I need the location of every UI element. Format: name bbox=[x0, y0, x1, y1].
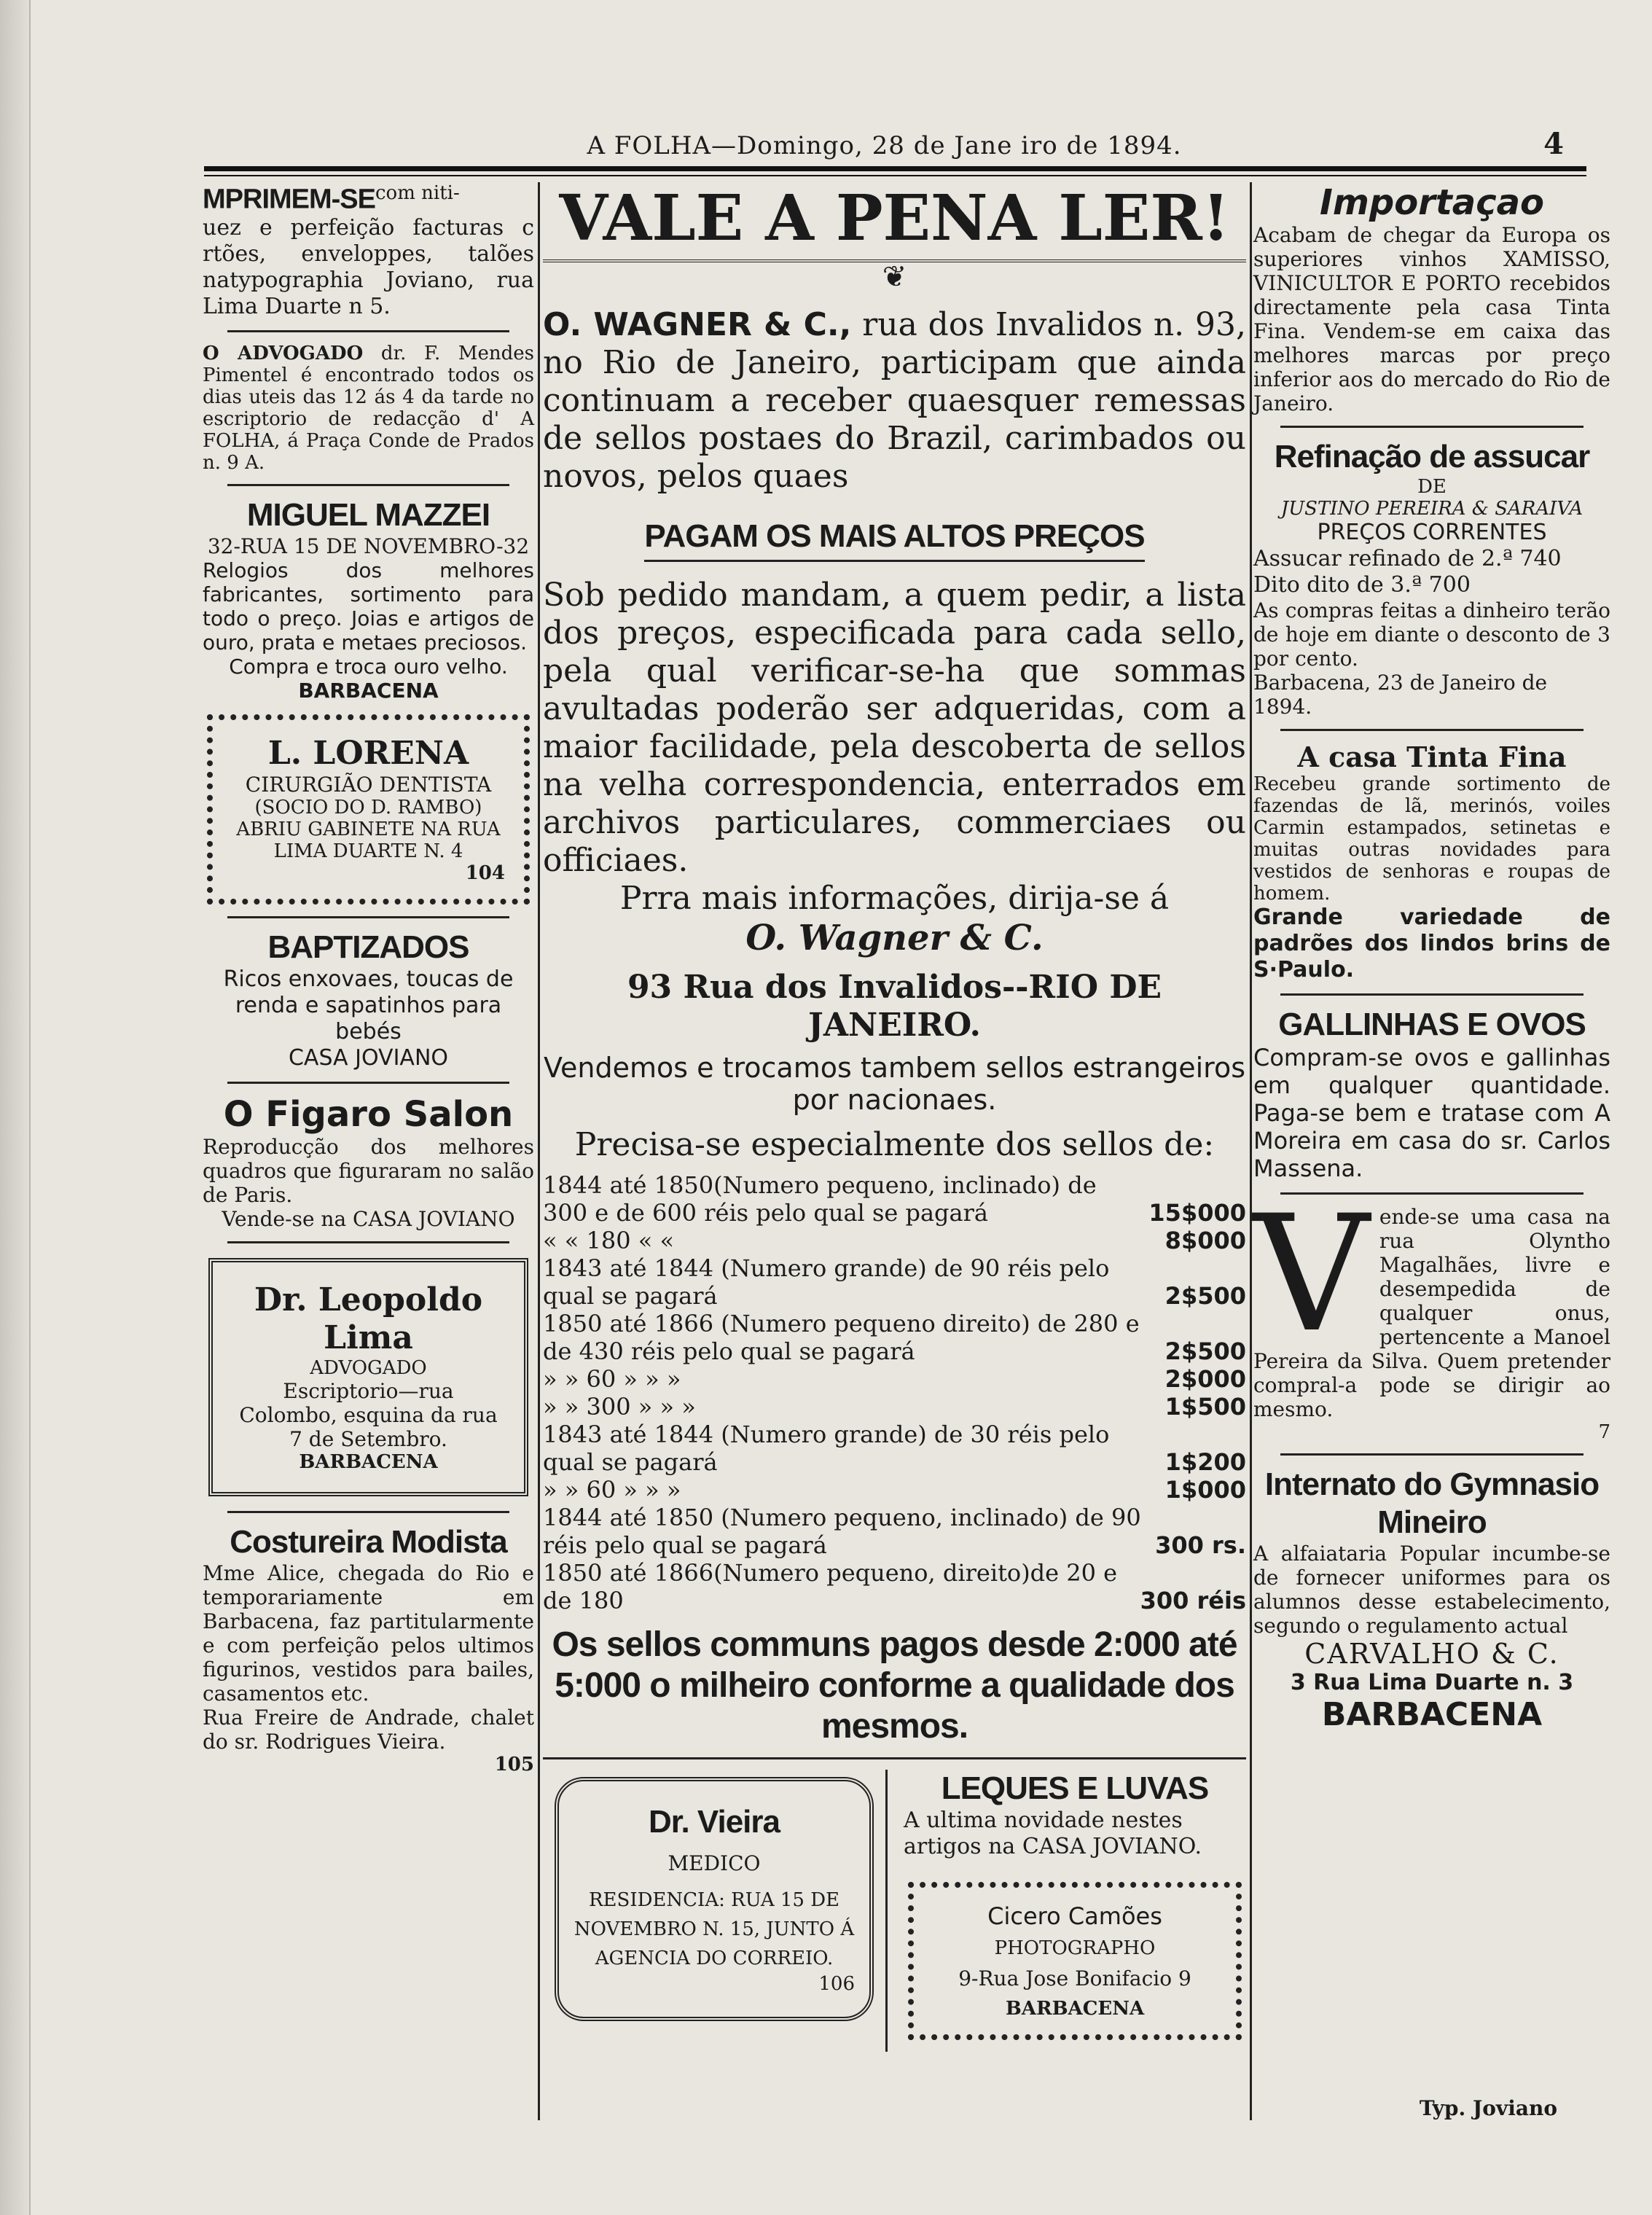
stamp-desc: 1843 até 1844 (Numero grande) de 30 réis pelo qual se pagará bbox=[543, 1421, 1110, 1476]
intro-lead: O. WAGNER & C., bbox=[543, 306, 852, 343]
page-number: 4 bbox=[1543, 127, 1565, 161]
ad-vieira bbox=[555, 1777, 874, 2021]
stamp-price: 300 rs. bbox=[1155, 1531, 1246, 1559]
ad-name: L. LORENA bbox=[267, 735, 469, 773]
ad-shop: CASA JOVIANO bbox=[288, 1045, 448, 1071]
ad-body: Acabam de chegar da Europa os superiores vinhos XAMISSO, VINICULTOR E PORTO recebidos directamente pela casa Tinta Fina. Vendem-se em caixa das melhores marcas por preço inferior aos do mercado do Rio de Janeiro. bbox=[1253, 223, 1610, 415]
stamp-price: 1$500 bbox=[1164, 1393, 1246, 1421]
ad-importacao bbox=[1253, 182, 1610, 415]
address-line: 93 Rua dos Invalidos--RIO DE JANEIRO. bbox=[627, 969, 1162, 1044]
main-paragraph: Sob pedido mandam, a quem pedir, a lista dos preços, especificada para cada sello, pela qual verificar-se-ha que sommas avultadas poderão ser adqueridas, com a maior facilidade, pela descoberta de sellos na velha correspondencia, enterrados em archivos particulares, commerciaes ou officiaes. bbox=[543, 577, 1246, 879]
ad-role: PHOTOGRAPHO bbox=[994, 1937, 1156, 1959]
stamp-desc: » » 300 » » » bbox=[543, 1393, 696, 1421]
column-right bbox=[1253, 182, 1610, 2120]
separator bbox=[1280, 993, 1584, 996]
stamp-row bbox=[543, 1310, 1246, 1365]
ad-body: uez e perfeição facturas c rtões, enveloppes, talões natypographia Joviano, rua Lima Duarte n 5. bbox=[203, 215, 534, 320]
separator bbox=[1280, 426, 1584, 428]
stamp-price: 8$000 bbox=[1164, 1227, 1246, 1254]
ad-firm: CARVALHO & C. bbox=[1304, 1638, 1559, 1670]
ad-leopoldo bbox=[208, 1258, 528, 1496]
ad-tinta bbox=[1253, 741, 1610, 983]
ad-right-column bbox=[888, 1770, 1246, 2052]
ad-name: Dr. Leopoldo Lima bbox=[254, 1281, 483, 1357]
ad-body: dr. F. Mendes Pimentel é encontrado todos os dias uteis das 12 ás 4 da tarde no escriptorio de redacção d' A FOLHA, á Praça Conde de Prados n. 9 A. bbox=[203, 343, 534, 474]
stamp-desc: » » 60 » » » bbox=[543, 1476, 681, 1504]
ad-gallinhas bbox=[1253, 1006, 1610, 1182]
ad-title: MPRIMEM-SE bbox=[203, 184, 375, 215]
ad-number: 104 bbox=[465, 862, 505, 885]
stamp-price-list bbox=[543, 1171, 1246, 1614]
ad-address: Rua Freire de Andrade, chalet do sr. Rodrigues Vieira. bbox=[203, 1706, 534, 1754]
stamp-row bbox=[543, 1559, 1246, 1614]
stamp-row bbox=[543, 1421, 1246, 1476]
column-left bbox=[203, 182, 534, 2120]
bottom-ads bbox=[543, 1770, 1246, 2052]
ad-body-2: Grande variedade de padrões dos lindos brins de S·Paulo. bbox=[1253, 905, 1610, 983]
ad-socio: (SOCIO DO D. RAMBO) bbox=[254, 797, 482, 819]
intro-body: rua dos Invalidos n. 93, no Rio de Janeiro, participam que ainda continuam a receber quaesquer remessas de sellos postaes do Brazil, carimbados ou novos, pelos quaes bbox=[543, 306, 1246, 495]
ad-number: 106 bbox=[818, 1973, 855, 1995]
ad-title: Internato do Gymnasio Mineiro bbox=[1264, 1466, 1600, 1540]
ad-city: BARBACENA bbox=[298, 679, 439, 703]
separator bbox=[227, 1511, 509, 1513]
ad-city: BARBACENA bbox=[299, 1451, 438, 1474]
stamp-row bbox=[543, 1365, 1246, 1393]
ad-advogado bbox=[203, 343, 534, 474]
stamp-desc: 1850 até 1866(Numero pequeno, direito)de 20 e de 180 bbox=[543, 1559, 1118, 1614]
stamp-row bbox=[543, 1504, 1246, 1559]
ad-address: 9-Rua Jose Bonifacio 9 bbox=[958, 1966, 1191, 1991]
ad-role: CIRURGIÃO DENTISTA bbox=[245, 773, 492, 797]
separator bbox=[227, 484, 509, 486]
page-binding bbox=[0, 0, 31, 2215]
stamp-price: 1$000 bbox=[1164, 1476, 1246, 1504]
ad-title: GALLINHAS E OVOS bbox=[1278, 1007, 1586, 1042]
ad-body: Ricos enxovaes, toucas de renda e sapatinhos para bebés bbox=[223, 966, 514, 1045]
ad-sale: Vende-se na CASA JOVIANO bbox=[222, 1207, 515, 1232]
ornament-icon: ❦ bbox=[882, 260, 907, 294]
column-divider bbox=[538, 182, 540, 2120]
ad-body: RESIDENCIA: RUA 15 DE NOVEMBRO N. 15, JUNTO Á AGENCIA DO CORREIO. bbox=[573, 1889, 855, 1969]
ad-title: Costureira Modista bbox=[230, 1524, 507, 1560]
separator bbox=[227, 916, 509, 918]
ad-baptizados bbox=[203, 929, 534, 1071]
ad-body: Escriptorio—rua Colombo, esquina da rua 7 de Setembro. bbox=[239, 1379, 498, 1452]
ad-figaro bbox=[203, 1094, 534, 1231]
ad-internato bbox=[1253, 1466, 1610, 1734]
ad-line: Compra e troca ouro velho. bbox=[229, 655, 508, 679]
ad-mazzei bbox=[203, 496, 534, 703]
ad-body: A alfaiataria Popular incumbe-se de fornecer uniformes para os alumnos desse estabelecimento, segundo o regulamento actual bbox=[1253, 1542, 1610, 1638]
drop-cap: V bbox=[1253, 1181, 1369, 1367]
ad-title: Refinação de assucar bbox=[1274, 439, 1590, 474]
leques-body: A ultima novidade nestes artigos na CASA JOVIANO. bbox=[904, 1808, 1202, 1859]
ad-de: DE bbox=[1417, 476, 1447, 498]
stamp-row bbox=[543, 1393, 1246, 1421]
ad-title: Importaçao bbox=[1319, 182, 1545, 223]
ad-name: Cicero Camões bbox=[987, 1902, 1162, 1930]
separator bbox=[543, 1757, 1246, 1759]
ad-price-line: Dito dito de 3.ª 700 bbox=[1253, 572, 1471, 598]
ad-firm: JUSTINO PEREIRA & SARAIVA bbox=[1280, 498, 1584, 520]
column-divider bbox=[1250, 182, 1252, 2120]
exchange-note: Vendemos e trocamos tambem sellos estrangeiros por nacionaes. bbox=[543, 1052, 1246, 1116]
stamp-desc: 1850 até 1866 (Numero pequeno direito) de 280 e de 430 réis pelo qual se pagará bbox=[543, 1310, 1140, 1365]
ad-city: BARBACENA bbox=[1321, 1696, 1543, 1733]
ad-price-line: Assucar refinado de 2.ª 740 bbox=[1253, 546, 1562, 571]
ad-vende bbox=[1253, 1181, 1610, 1443]
stamp-desc: 1843 até 1844 (Numero grande) de 90 réis pelo qual se pagará bbox=[543, 1254, 1110, 1310]
stamp-desc: » » 60 » » » bbox=[543, 1365, 681, 1393]
ad-title-sup: com niti- bbox=[375, 182, 460, 204]
printer-credit: Typ. Joviano bbox=[1419, 2096, 1557, 2120]
headline: VALE A PENA LER! bbox=[543, 182, 1246, 262]
ad-name: Dr. Vieira bbox=[649, 1804, 780, 1840]
ad-lorena bbox=[207, 714, 530, 905]
separator bbox=[1280, 729, 1584, 731]
stamp-price: 300 réis bbox=[1140, 1587, 1246, 1614]
ad-body: Compram-se ovos e gallinhas em qualquer quantidade. Paga-se bem e tratase com A Moreira em casa do sr. Carlos Massena. bbox=[1253, 1044, 1610, 1182]
column-center bbox=[543, 182, 1246, 2120]
stamp-row bbox=[543, 1476, 1246, 1504]
stamp-row bbox=[543, 1254, 1246, 1310]
ad-role: MEDICO bbox=[668, 1851, 761, 1875]
separator bbox=[227, 1082, 509, 1084]
ad-prices-title: PREÇOS CORRENTES bbox=[1317, 520, 1547, 545]
ad-body: Recebeu grande sortimento de fazendas de lã, merinós, voiles Carmin estampados, setinetas e muitas outras novidades para vestidos de senhoras e roupas de homem. bbox=[1253, 773, 1610, 905]
ad-city: BARBACENA bbox=[1005, 1998, 1145, 2020]
ad-body: ende-se uma casa na rua Olyntho Magalhães, livre e desempedida de qualquer onus, pertencente a Manoel Pereira da Silva. Quem pretender compral-a pode se dirigir ao mesmo. bbox=[1253, 1205, 1610, 1421]
header-title: A FOLHA—Domingo, 28 de Jane iro de 1894. bbox=[587, 131, 1182, 160]
leques-title: LEQUES E LUVAS bbox=[941, 1770, 1209, 1806]
ad-address: 3 Rua Lima Duarte n. 3 bbox=[1290, 1670, 1574, 1695]
ad-refinacao bbox=[1253, 438, 1610, 719]
ad-body: As compras feitas a dinheiro terão de hoje em diante o desconto de 3 por cento. bbox=[1253, 598, 1610, 671]
ad-info: ABRIU GABINETE NA RUA LIMA DUARTE N. 4 bbox=[236, 819, 501, 863]
separator bbox=[1280, 1453, 1584, 1456]
stamp-row bbox=[543, 1227, 1246, 1254]
stamp-price: 2$500 bbox=[1164, 1337, 1246, 1365]
ad-number: 105 bbox=[494, 1754, 534, 1776]
stamp-row bbox=[543, 1171, 1246, 1227]
header-rule bbox=[204, 166, 1586, 171]
ad-lead: O ADVOGADO bbox=[203, 343, 364, 365]
ad-title: MIGUEL MAZZEI bbox=[246, 497, 490, 534]
more-info: Prra mais informações, dirija-se á bbox=[619, 880, 1170, 917]
ad-address: 32-RUA 15 DE NOVEMBRO-32 bbox=[207, 534, 530, 559]
ad-body: Relogios dos melhores fabricantes, sortimento para todo o preço. Joias e artigos de ouro, prata e metaes preciosos. bbox=[203, 558, 534, 655]
stamp-price: 2$000 bbox=[1164, 1365, 1246, 1393]
commons-line: Os sellos communs pagos desde 2:000 até 5:000 o milheiro conforme a qualidade dos mesmos. bbox=[552, 1625, 1237, 1746]
need-line: Precisa-se especialmente dos sellos de: bbox=[574, 1126, 1215, 1163]
stamp-desc: 1844 até 1850(Numero pequeno, inclinado) de 300 e de 600 réis pelo qual se pagará bbox=[543, 1171, 1097, 1227]
page-header bbox=[204, 127, 1565, 168]
subheading: PAGAM OS MAIS ALTOS PREÇOS bbox=[644, 517, 1144, 562]
ad-title: A casa Tinta Fina bbox=[1297, 741, 1567, 773]
ad-costureira bbox=[203, 1523, 534, 1775]
stamp-price: 1$200 bbox=[1164, 1448, 1246, 1476]
ad-imprimem bbox=[203, 182, 534, 320]
stamp-desc: « « 180 « « bbox=[543, 1227, 675, 1254]
ad-role: ADVOGADO bbox=[310, 1357, 427, 1380]
ad-camoes bbox=[908, 1882, 1242, 2040]
separator bbox=[227, 1241, 509, 1243]
ad-body: Mme Alice, chegada do Rio e temporariamente em Barbacena, faz partitularmente e com perfeição pelos ultimos figurinos, vestidos para bailes, casamentos etc. bbox=[203, 1561, 534, 1706]
signature: O. Wagner & C. bbox=[745, 918, 1044, 958]
ad-number: 7 bbox=[1598, 1421, 1610, 1443]
ad-vieira-column bbox=[543, 1770, 888, 2052]
separator bbox=[227, 330, 509, 332]
stamp-desc: 1844 até 1850 (Numero pequeno, inclinado) de 90 réis pelo qual se pagará bbox=[543, 1504, 1141, 1559]
ad-title: O Figaro Salon bbox=[223, 1094, 514, 1136]
header-rule-thin bbox=[204, 175, 1586, 176]
ad-title: BAPTIZADOS bbox=[267, 929, 469, 966]
ad-date: Barbacena, 23 de Janeiro de 1894. bbox=[1253, 671, 1548, 719]
stamp-price: 15$000 bbox=[1148, 1199, 1246, 1227]
ad-body: Reproducção dos melhores quadros que figuraram no salão de Paris. bbox=[203, 1135, 534, 1208]
stamp-price: 2$500 bbox=[1164, 1282, 1246, 1310]
